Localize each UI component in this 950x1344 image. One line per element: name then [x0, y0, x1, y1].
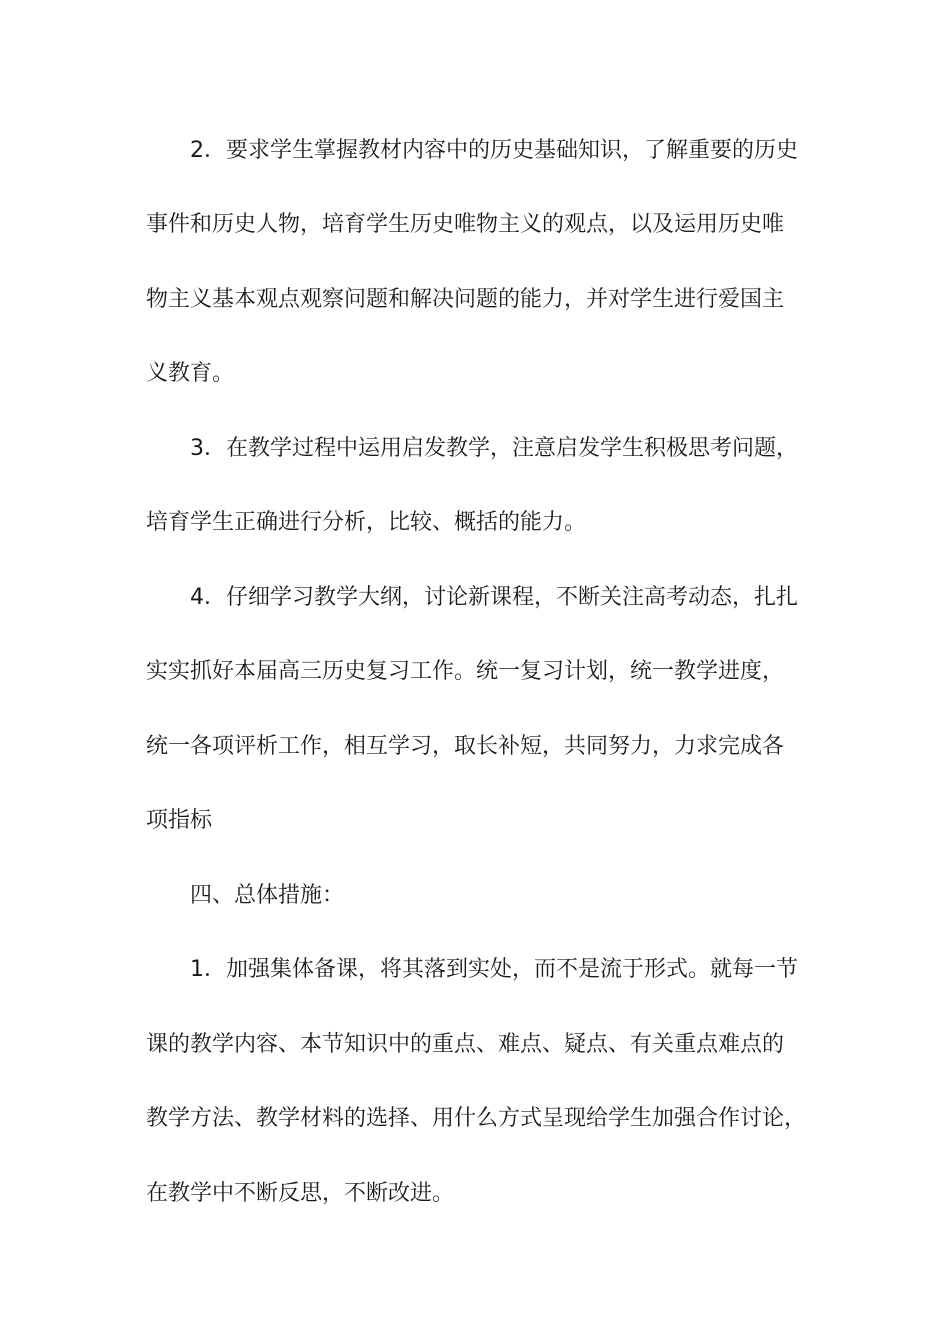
section-heading: 四、总体措施： — [190, 883, 345, 908]
measure-1-line-3: 教学方法、教学材料的选择、用什么方式呈现给学生加强合作讨论， — [146, 1106, 807, 1131]
paragraph-2-line-4: 义教育。 — [146, 361, 235, 386]
paragraph-2-line-3: 物主义基本观点观察问题和解决问题的能力，并对学生进行爱国主 — [146, 287, 785, 312]
paragraph-4-line-3: 统一各项评析工作，相互学习，取长补短，共同努力，力求完成各 — [146, 734, 785, 759]
measure-1-line-4: 在教学中不断反思，不断改进。 — [146, 1181, 455, 1206]
paragraph-4-line-4: 项指标 — [146, 808, 213, 833]
measure-1-line-1: 1．加强集体备课，将其落到实处，而不是流于形式。就每一节 — [190, 957, 798, 982]
paragraph-4-line-1: 4．仔细学习教学大纲，讨论新课程，不断关注高考动态，扎扎 — [190, 585, 798, 610]
paragraph-2-line-1: 2．要求学生掌握教材内容中的历史基础知识，了解重要的历史 — [190, 138, 798, 163]
paragraph-3-line-2: 培育学生正确进行分析，比较、概括的能力。 — [146, 510, 587, 535]
measure-1-line-2: 课的教学内容、本节知识中的重点、难点、疑点、有关重点难点的 — [146, 1032, 785, 1057]
paragraph-3-line-1: 3．在教学过程中运用启发教学，注意启发学生积极思考问题， — [190, 436, 798, 461]
paragraph-2-line-2: 事件和历史人物，培育学生历史唯物主义的观点，以及运用历史唯 — [146, 212, 785, 237]
paragraph-4-line-2: 实实抓好本届高三历史复习工作。统一复习计划，统一教学进度， — [146, 659, 785, 684]
